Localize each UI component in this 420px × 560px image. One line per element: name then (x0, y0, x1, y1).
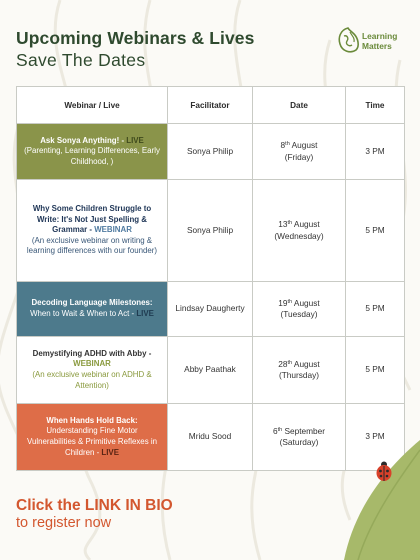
column-header-facilitator: Facilitator (168, 87, 253, 124)
webinar-cell[interactable] (17, 282, 168, 337)
brain-leaf-icon (336, 26, 360, 56)
page-subtitle: Save The Dates (16, 50, 146, 70)
cta-link-in-bio[interactable]: Click the LINK IN BIO (16, 497, 173, 514)
leaf-decoration (336, 440, 420, 560)
webinar-description: (Parenting, Learning Differences, Early Childhood, ) (24, 146, 160, 166)
date-cell: 13th August (Wednesday) (253, 180, 346, 282)
time-cell: 5 PM (346, 337, 405, 404)
time-cell: 3 PM (346, 404, 405, 471)
webinar-description: (An exclusive webinar on writing & learning differences with our founder) (26, 235, 158, 256)
date-cell: 28th August (Thursday) (253, 337, 346, 404)
facilitator-cell: Lindsay Daugherty (168, 282, 253, 337)
date-cell: 8th August (Friday) (253, 124, 346, 180)
time-cell: 3 PM (346, 124, 405, 180)
learning-matters-logo (336, 24, 410, 58)
logo-line-1: Learning (362, 31, 398, 41)
time-cell: 5 PM (346, 282, 405, 337)
time-cell: 5 PM (346, 180, 405, 282)
webinar-title-rest: Understanding Fine Motor Vulnerabilities & Primitive Reflexes in Children - (27, 426, 157, 457)
facilitator-cell: Sonya Philip (168, 180, 253, 282)
webinar-title: Demystifying ADHD with Abby - (32, 348, 152, 358)
webinar-title-rest: When to Wait & When to Act - (30, 309, 137, 318)
webinar-cell[interactable] (17, 180, 168, 282)
facilitator-cell: Mridu Sood (168, 404, 253, 471)
call-to-action[interactable] (16, 497, 173, 531)
column-header-webinar: Webinar / Live (17, 87, 168, 124)
ladybug-icon (374, 460, 394, 482)
webinar-schedule-table (16, 86, 405, 471)
page-title: Upcoming Webinars & Lives (16, 28, 255, 48)
webinar-cell[interactable] (17, 337, 168, 404)
table-row (17, 180, 405, 282)
webinar-cell[interactable] (17, 124, 168, 180)
webinar-description: (An exclusive webinar on ADHD & Attention) (32, 370, 152, 390)
date-cell: 19th August (Tuesday) (253, 282, 346, 337)
column-header-time: Time (346, 87, 405, 124)
webinar-tag: WEBINAR (73, 359, 111, 369)
facilitator-cell: Sonya Philip (168, 124, 253, 180)
logo-line-2: Matters (362, 41, 392, 51)
webinar-title: Why Some Children Struggle to Write: It's Not Just Spelling & Grammar - (32, 204, 152, 235)
table-header-row (17, 87, 405, 124)
table-row (17, 124, 405, 180)
cta-register-text: to register now (16, 515, 112, 531)
webinar-cell[interactable] (17, 404, 168, 471)
header (16, 28, 254, 71)
column-header-date: Date (253, 87, 346, 124)
table-row (17, 282, 405, 337)
webinar-tag: LIVE (126, 135, 144, 145)
webinar-title: When Hands Hold Back: (46, 415, 138, 425)
webinar-tag: LIVE (136, 309, 154, 318)
webinar-tag: LIVE (101, 447, 119, 457)
webinar-title: Ask Sonya Anything! - (40, 135, 127, 145)
date-cell: 6th September (Saturday) (253, 404, 346, 471)
webinar-tag: WEBINAR (94, 225, 132, 235)
facilitator-cell: Abby Paathak (168, 337, 253, 404)
table-row (17, 337, 405, 404)
webinar-title: Decoding Language Milestones: (31, 298, 153, 308)
